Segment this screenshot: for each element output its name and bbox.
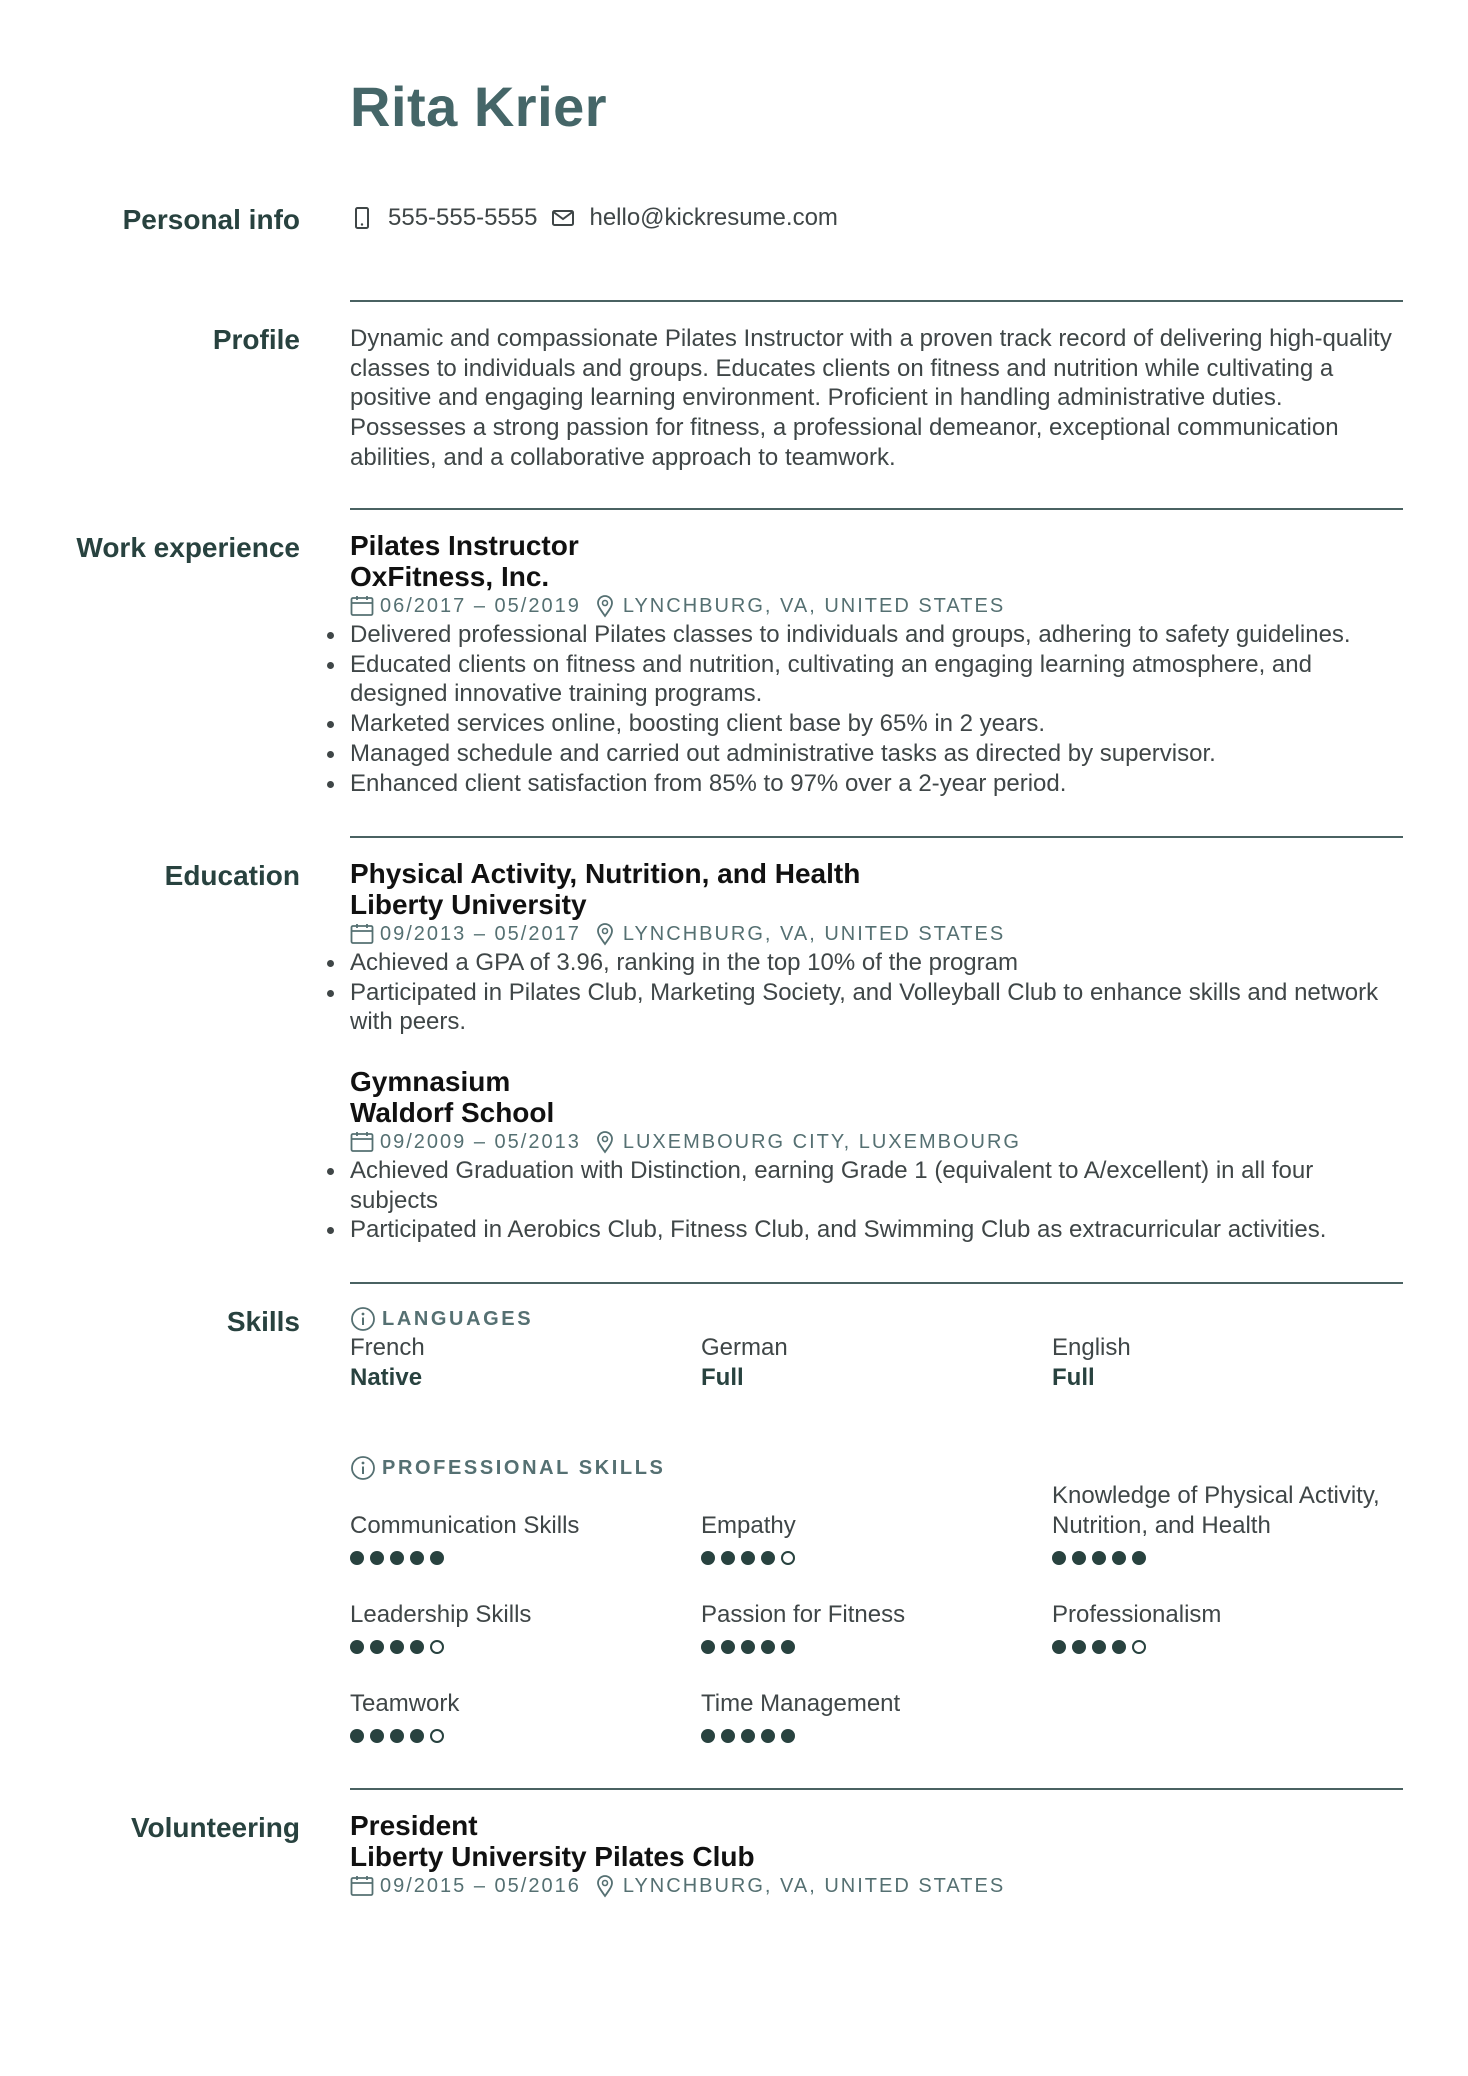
entry-meta [350,592,1403,620]
language-name: German [701,1334,788,1361]
section-label-personal-info: Personal info [122,204,300,235]
language-item [701,1333,1052,1393]
entry-dates: 09/2013 – 05/2017 [380,923,581,945]
rating-dot-empty [781,1551,795,1565]
job-title: Pilates Instructor [350,530,579,561]
rating-dot-filled [721,1640,735,1654]
profile-line: Possesses a strong passion for fitness, a professional demeanor, exceptional communication [350,414,1339,442]
employer-name: OxFitness, Inc. [350,561,550,592]
volunteering-entry [350,1810,1403,1900]
calendar-icon [350,922,374,946]
rating-dot-empty [430,1640,444,1654]
language-level: Full [1052,1364,1095,1391]
education-entry [350,1066,1403,1245]
skill-item: Passion for Fitness [701,1600,1052,1654]
languages-heading: LANGUAGES [350,1305,1403,1333]
language-name: English [1052,1334,1131,1361]
skill-rating [350,1640,701,1654]
rating-dot-filled [741,1551,755,1565]
profile-line: Dynamic and compassionate Pilates Instructor with a proven track record of delivering high-quality [350,325,1392,352]
section-divider [350,1788,1403,1790]
location-pin-icon [593,922,617,946]
list-item: Educated clients on fitness and nutrition, cultivating an engaging learning atmosphere, and designed innovative training programs. [350,650,1403,709]
languages-list [350,1333,1403,1393]
rating-dot-filled [781,1640,795,1654]
organization-name: Liberty University Pilates Club [350,1841,755,1872]
rating-dot-filled [1132,1551,1146,1565]
skill-rating [701,1640,1052,1654]
profile-summary [350,324,1403,473]
achievement-list [350,1156,1403,1245]
education-entry [350,858,1403,1037]
professional-skills-heading: PROFESSIONAL SKILLS [350,1454,1403,1482]
rating-dot-filled [350,1640,364,1654]
list-item: Enhanced client satisfaction from 85% to 97% over a 2-year period. [350,769,1403,799]
rating-dot-filled [1112,1551,1126,1565]
rating-dot-filled [781,1729,795,1743]
section-label-volunteering: Volunteering [130,1812,300,1843]
calendar-icon [350,594,374,618]
list-item: Delivered professional Pilates classes to individuals and groups, adhering to safety guidelines. [350,620,1403,650]
calendar-icon [350,1874,374,1898]
rating-dot-filled [1072,1640,1086,1654]
rating-dot-filled [1092,1640,1106,1654]
rating-dot-filled [410,1729,424,1743]
rating-dot-filled [761,1551,775,1565]
rating-dot-empty [430,1729,444,1743]
school-name: Liberty University [350,889,587,920]
school-name: Waldorf School [350,1097,555,1128]
rating-dot-filled [350,1729,364,1743]
role-title: President [350,1810,478,1841]
list-item: Participated in Pilates Club, Marketing Society, and Volleyball Club to enhance skills and network with peers. [350,978,1403,1037]
email-address[interactable]: hello@kickresume.com [589,204,838,231]
location-pin-icon [593,1874,617,1898]
info-icon [350,1306,376,1332]
section-label-skills: Skills [226,1306,300,1337]
achievement-list [350,620,1403,798]
rating-dot-filled [761,1640,775,1654]
list-item: Marketed services online, boosting client base by 65% in 2 years. [350,709,1403,739]
info-icon [350,1455,376,1481]
rating-dot-filled [430,1551,444,1565]
rating-dot-filled [410,1551,424,1565]
entry-location: LUXEMBOURG CITY, LUXEMBOURG [622,1131,1021,1153]
list-item: Achieved Graduation with Distinction, earning Grade 1 (equivalent to A/excellent) in all four subjects [350,1156,1403,1215]
section-divider [350,300,1403,302]
skill-item: Time Management [701,1689,1052,1743]
entry-location: LYNCHBURG, VA, UNITED STATES [622,923,1006,945]
rating-dot-filled [1072,1551,1086,1565]
rating-dot-filled [1092,1551,1106,1565]
profile-line: abilities, and a collaborative approach to teamwork. [350,443,896,471]
skill-item: Empathy [701,1511,1052,1565]
rating-dot-filled [701,1640,715,1654]
section-divider [350,836,1403,838]
skill-item: Professionalism [1052,1600,1403,1654]
degree-title: Physical Activity, Nutrition, and Health [350,858,861,889]
language-item [350,1333,701,1393]
rating-dot-filled [370,1640,384,1654]
phone-icon [350,206,374,230]
entry-location: LYNCHBURG, VA, UNITED STATES [622,595,1006,617]
rating-dot-filled [1112,1640,1126,1654]
rating-dot-filled [1052,1551,1066,1565]
skill-rating [1052,1551,1403,1565]
rating-dot-filled [410,1640,424,1654]
skill-item: Communication Skills [350,1511,701,1565]
envelope-icon [551,206,575,230]
achievement-list [350,948,1403,1037]
section-label-education: Education [164,860,300,891]
entry-dates: 09/2009 – 05/2013 [380,1131,581,1153]
section-label-work-experience: Work experience [76,532,300,563]
phone-number[interactable]: 555-555-5555 [388,204,538,231]
rating-dot-filled [741,1729,755,1743]
entry-meta [350,1872,1403,1900]
skill-item: Teamwork [350,1689,701,1743]
skill-rating [350,1729,701,1743]
skill-rating [701,1729,1052,1743]
rating-dot-filled [721,1729,735,1743]
entry-meta [350,920,1403,948]
languages-block [350,1305,1403,1393]
rating-dot-filled [1052,1640,1066,1654]
rating-dot-filled [390,1551,404,1565]
language-level: Full [701,1364,744,1391]
rating-dot-filled [761,1729,775,1743]
skill-rating [701,1551,1052,1565]
location-pin-icon [593,594,617,618]
entry-dates: 09/2015 – 05/2016 [380,1875,581,1897]
skill-rating [350,1551,701,1565]
location-pin-icon [593,1130,617,1154]
profile-line: positive and engaging learning environment. Proficient in handling administrative duties. [350,384,1283,412]
entry-dates: 06/2017 – 05/2019 [380,595,581,617]
skill-item: Knowledge of Physical Activity, Nutrition, and Health [1052,1481,1403,1565]
profile-line: classes to individuals and groups. Educates clients on fitness and nutrition while cultivating a [350,354,1334,382]
rating-dot-filled [741,1640,755,1654]
work-entry [350,530,1403,798]
rating-dot-filled [370,1551,384,1565]
language-level: Native [350,1364,423,1391]
entry-meta [350,1128,1403,1156]
language-name: French [350,1334,425,1361]
section-divider [350,1282,1403,1284]
language-item [1052,1333,1403,1393]
calendar-icon [350,1130,374,1154]
rating-dot-filled [701,1729,715,1743]
entry-location: LYNCHBURG, VA, UNITED STATES [622,1875,1006,1897]
candidate-name: Rita Krier [350,75,608,138]
rating-dot-filled [701,1551,715,1565]
rating-dot-filled [390,1640,404,1654]
list-item: Managed schedule and carried out administrative tasks as directed by supervisor. [350,739,1403,769]
section-label-profile: Profile [212,324,300,355]
list-item: Achieved a GPA of 3.96, ranking in the top 10% of the program [350,948,1403,978]
rating-dot-filled [390,1729,404,1743]
section-divider [350,508,1403,510]
list-item: Participated in Aerobics Club, Fitness Club, and Swimming Club as extracurricular activities. [350,1215,1403,1245]
degree-title: Gymnasium [350,1066,511,1097]
rating-dot-filled [721,1551,735,1565]
skill-item: Leadership Skills [350,1600,701,1654]
skill-rating [1052,1640,1403,1654]
rating-dot-filled [370,1729,384,1743]
contact-info [350,204,1403,232]
rating-dot-filled [350,1551,364,1565]
rating-dot-empty [1132,1640,1146,1654]
